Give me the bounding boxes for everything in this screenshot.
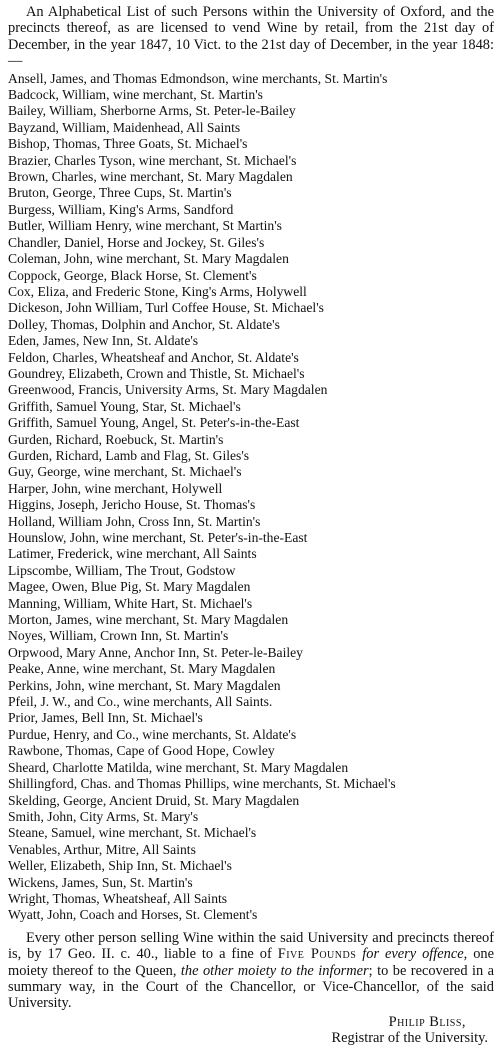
- offence-phrase: for every offence: [362, 946, 464, 963]
- list-entry: Smith, John, City Arms, St. Mary's: [8, 808, 199, 824]
- fine-amount: Five Pounds: [277, 946, 357, 963]
- list-entry: Gurden, Richard, Lamb and Flag, St. Giles's: [8, 447, 250, 463]
- list-entry: Bruton, George, Three Cups, St. Martin's: [8, 185, 232, 201]
- list-entry: Goundrey, Elizabeth, Crown and Thistle, St. Michael's: [8, 365, 305, 381]
- list-entry: Shillingford, Chas. and Thomas Phillips, wine merchants, St. Michael's: [8, 776, 396, 792]
- list-entry: Perkins, John, wine merchant, St. Mary Magdalen: [8, 677, 281, 693]
- list-entry: Orpwood, Mary Anne, Anchor Inn, St. Peter-le-Bailey: [8, 644, 303, 660]
- list-entry: Weller, Elizabeth, Ship Inn, St. Michael's: [8, 858, 232, 874]
- list-entry: Feldon, Charles, Wheatsheaf and Anchor, St. Aldate's: [8, 349, 299, 365]
- list-entry: Latimer, Frederick, wine merchant, All Saints: [8, 546, 257, 562]
- list-entry: Bailey, William, Sherborne Arms, St. Peter-le-Bailey: [8, 103, 296, 119]
- list-entry: Brazier, Charles Tyson, wine merchant, St. Michael's: [8, 152, 297, 168]
- list-entry: Eden, James, New Inn, St. Aldate's: [8, 333, 199, 349]
- list-entry: Coppock, George, Black Horse, St. Clement's: [8, 267, 257, 283]
- list-entry: Steane, Samuel, wine merchant, St. Michael's: [8, 825, 257, 841]
- closing-paragraph: [8, 930, 494, 1012]
- list-entry: Cox, Eliza, and Frederic Stone, King's Arms, Holywell: [8, 283, 307, 299]
- signatory-title: Registrar of the University.: [331, 1030, 488, 1047]
- list-entry: Griffith, Samuel Young, Star, St. Michael's: [8, 398, 241, 414]
- list-entry: Hounslow, John, wine merchant, St. Peter's-in-the-East: [8, 530, 308, 545]
- list-entry: Dickeson, John William, Turl Coffee House, St. Michael's: [8, 300, 324, 316]
- list-entry: Venables, Arthur, Mitre, All Saints: [8, 841, 196, 857]
- list-entry: Ansell, James, and Thomas Edmondson, wine merchants, St. Martin's: [8, 70, 388, 86]
- licensee-list: [8, 71, 494, 924]
- list-entry: Noyes, William, Crown Inn, St. Martin's: [8, 628, 229, 644]
- list-entry: Guy, George, wine merchant, St. Michael's: [8, 464, 242, 480]
- list-entry: Purdue, Henry, and Co., wine merchants, St. Aldate's: [8, 726, 297, 742]
- list-entry: Harper, John, wine merchant, Holywell: [8, 480, 223, 496]
- list-entry: Magee, Owen, Blue Pig, St. Mary Magdalen: [8, 579, 251, 595]
- list-entry: Morton, James, wine merchant, St. Mary Magdalen: [8, 612, 289, 628]
- list-entry: Gurden, Richard, Roebuck, St. Martin's: [8, 431, 224, 447]
- informer-phrase: the other moiety to the informer: [180, 962, 369, 979]
- list-entry: Griffith, Samuel Young, Angel, St. Peter's-in-the-East: [8, 415, 300, 431]
- list-entry: Higgins, Joseph, Jericho House, St. Thomas's: [8, 497, 256, 513]
- list-entry: Skelding, George, Ancient Druid, St. Mary Magdalen: [8, 792, 300, 808]
- list-entry: Bishop, Thomas, Three Goats, St. Michael's: [8, 136, 248, 152]
- list-entry: Chandler, Daniel, Horse and Jockey, St. Giles's: [8, 234, 265, 250]
- list-entry: Pfeil, J. W., and Co., wine merchants, All Saints.: [8, 694, 273, 710]
- list-entry: Bayzand, William, Maidenhead, All Saints: [8, 119, 241, 135]
- list-entry: Badcock, William, wine merchant, St. Martin's: [8, 87, 263, 103]
- signature-block: [8, 1014, 494, 1047]
- list-entry: Wright, Thomas, Wheatsheaf, All Saints: [8, 890, 228, 906]
- signatory-name: Philip Bliss,: [388, 1013, 466, 1030]
- closing-text-1: Every other person selling Wine within the said University and precincts thereof is, by 17 Geo. II. c. 40., liable to a fine of: [8, 929, 494, 963]
- list-entry: Holland, William John, Cross Inn, St. Martin's: [8, 513, 261, 529]
- list-entry: Wickens, James, Sun, St. Martin's: [8, 874, 193, 890]
- list-entry: Lipscombe, William, The Trout, Godstow: [8, 562, 236, 578]
- closing-text-4: ; to be recovered in a summary way, in the Court of the Chancellor, or Vice-Chancellor, of the said University.: [8, 962, 494, 1012]
- list-entry: Rawbone, Thomas, Cape of Good Hope, Cowley: [8, 743, 275, 759]
- list-entry: Dolley, Thomas, Dolphin and Anchor, St. Aldate's: [8, 316, 280, 332]
- list-entry: Butler, William Henry, wine merchant, St Martin's: [8, 218, 282, 234]
- list-entry: Peake, Anne, wine merchant, St. Mary Magdalen: [8, 661, 276, 677]
- list-entry: Burgess, William, King's Arms, Sandford: [8, 201, 234, 217]
- list-entry: Manning, William, White Hart, St. Michael's: [8, 595, 253, 611]
- list-entry: Wyatt, John, Coach and Horses, St. Clement's: [8, 907, 258, 923]
- list-entry: Greenwood, Francis, University Arms, St. Mary Magdalen: [8, 382, 328, 398]
- closing-text-3: , one moiety thereof to the Queen,: [8, 946, 494, 979]
- list-entry: Prior, James, Bell Inn, St. Michael's: [8, 710, 203, 726]
- list-entry: Sheard, Charlotte Matilda, wine merchant, St. Mary Magdalen: [8, 759, 349, 775]
- intro-paragraph: An Alphabetical List of such Persons within the University of Oxford, and the precincts thereof, as are licensed to vend Wine by retail, from the 21st day of December, in the year 1847, 10 Vict. to the 21st day of December, in the year 1848:—: [8, 4, 494, 70]
- list-entry: Brown, Charles, wine merchant, St. Mary Magdalen: [8, 169, 293, 185]
- list-entry: Coleman, John, wine merchant, St. Mary Magdalen: [8, 251, 289, 267]
